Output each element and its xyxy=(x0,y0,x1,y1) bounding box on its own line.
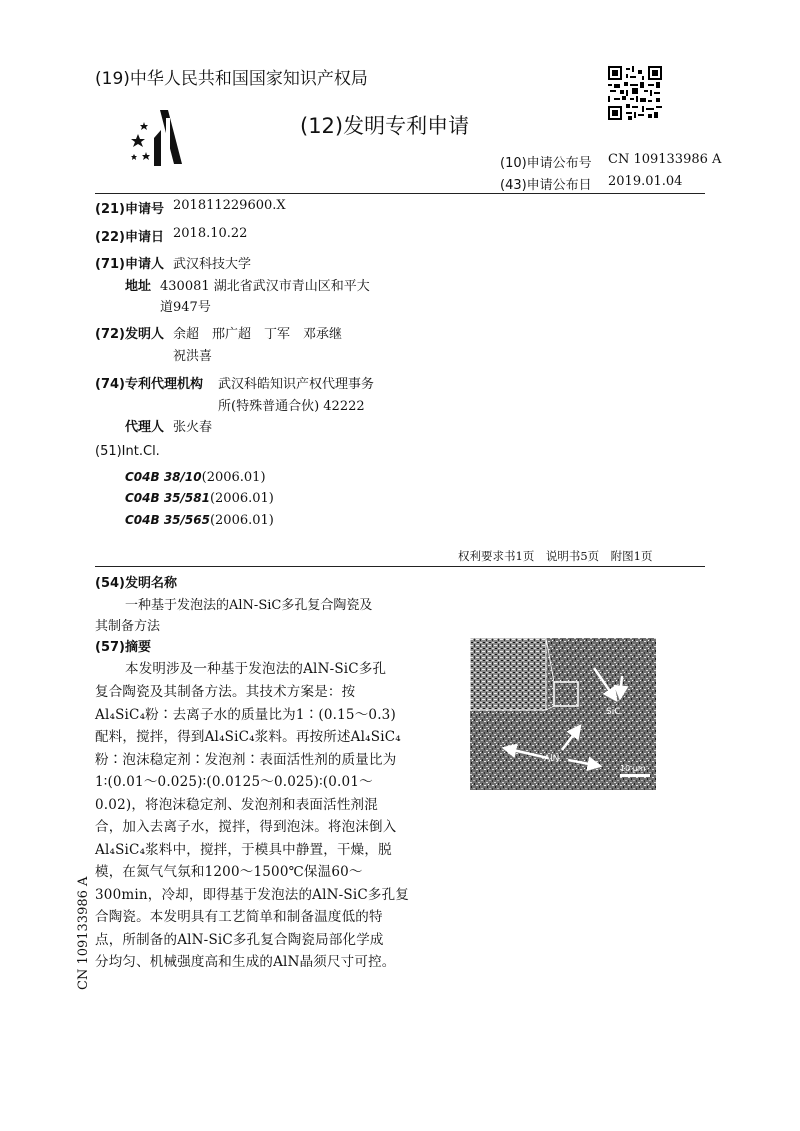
side-publication-code: CN 109133986 A xyxy=(76,876,91,990)
address-line2: 道947号 xyxy=(160,300,211,315)
applicant-label: (71)申请人 xyxy=(95,257,164,272)
abstract-line: 300min，冷却，即得基于发泡法的AlN-SiC多孔复 xyxy=(95,887,410,903)
abstract-label: (57)摘要 xyxy=(95,640,151,655)
ipc-code: C04B 35/581 xyxy=(125,491,210,505)
abstract-line: 0.02)，将泡沫稳定剂、发泡剂和表面活性剂混 xyxy=(95,797,378,813)
abstract-line: 复合陶瓷及其制备方法。其技术方案是：按 xyxy=(95,684,356,700)
agency-line2: 所(特殊普通合伙) 42222 xyxy=(218,399,365,414)
app-date: 2018.10.22 xyxy=(173,226,248,241)
abstract-line: 1∶(0.01～0.025)∶(0.0125～0.025)∶(0.01～ xyxy=(95,774,373,790)
address-line1: 430081 湖北省武汉市青山区和平大 xyxy=(160,279,370,294)
abstract-line: 合陶瓷。本发明具有工艺简单和制备温度低的特 xyxy=(95,909,383,925)
ipc-row xyxy=(125,509,274,528)
ipc-row xyxy=(125,487,274,506)
inventors-line2: 祝洪喜 xyxy=(173,349,213,364)
abstract-line: Al₄SiC₄粉∶去离子水的质量比为1∶(0.15～0.3) xyxy=(95,707,396,723)
qr-code-icon xyxy=(608,66,662,120)
address-label: 地址 xyxy=(125,279,152,294)
agency-label: (74)专利代理机构 xyxy=(95,377,203,392)
abstract-line: 模，在氮气气氛和1200～1500℃保温60～ xyxy=(95,864,363,880)
page-counts: 权利要求书1页 说明书5页 附图1页 xyxy=(458,549,653,563)
scale-bar-label: 10 μm xyxy=(620,764,646,773)
ipc-version: (2006.01) xyxy=(209,491,274,506)
pub-no-label: (10)申请公布号 xyxy=(500,156,592,171)
agency-line1: 武汉科皓知识产权代理事务 xyxy=(218,377,375,392)
invention-title-line2: 其制备方法 xyxy=(95,619,161,634)
sic-label: SiC xyxy=(606,707,621,717)
sem-micrograph-figure xyxy=(470,638,656,790)
agent-label: 代理人 xyxy=(125,420,165,435)
abstract-line: 配料，搅拌，得到Al₄SiC₄浆料。再按所述Al₄SiC₄ xyxy=(95,729,401,745)
pub-date: 2019.01.04 xyxy=(608,174,683,189)
invention-title-label: (54)发明名称 xyxy=(95,576,177,591)
ipc-code: C04B 38/10 xyxy=(125,470,202,484)
ipc-version: (2006.01) xyxy=(201,470,266,485)
app-date-label: (22)申请日 xyxy=(95,230,164,245)
office-name: (19)中华人民共和国国家知识产权局 xyxy=(95,69,368,89)
ipc-code: C04B 35/565 xyxy=(125,513,210,527)
abstract-line: 粉∶泡沫稳定剂∶发泡剂∶表面活性剂的质量比为 xyxy=(95,752,397,768)
pub-date-label: (43)申请公布日 xyxy=(500,178,592,193)
ipc-row xyxy=(125,466,266,485)
inventors-line1: 余超 邢广超 丁军 邓承继 xyxy=(173,327,343,342)
abstract-line: 分均匀、机械强度高和生成的AlN晶须尺寸可控。 xyxy=(95,954,396,970)
abstract-line: Al₄SiC₄浆料中，搅拌，于模具中静置，干燥，脱 xyxy=(95,842,392,858)
aln-label: AlN xyxy=(544,754,560,764)
ipc-version: (2006.01) xyxy=(209,513,274,528)
doc-type-title: (12)发明专利申请 xyxy=(300,114,470,138)
agent: 张火春 xyxy=(173,420,213,435)
app-no-label: (21)申请号 xyxy=(95,202,164,217)
header-divider xyxy=(95,193,705,194)
abstract-line: 本发明涉及一种基于发泡法的AlN-SiC多孔 xyxy=(125,661,387,677)
applicant: 武汉科技大学 xyxy=(173,257,252,272)
intcl-label: (51)Int.Cl. xyxy=(95,444,160,459)
invention-title-line1: 一种基于发泡法的AlN-SiC多孔复合陶瓷及 xyxy=(125,598,373,613)
biblio-divider xyxy=(95,566,705,567)
app-no: 201811229600.X xyxy=(173,198,286,213)
abstract-line: 点，所制备的AlN-SiC多孔复合陶瓷局部化学成 xyxy=(95,932,384,948)
inventors-label: (72)发明人 xyxy=(95,327,164,342)
cnipa-emblem-icon xyxy=(130,108,192,168)
pub-no: CN 109133986 A xyxy=(608,152,722,167)
abstract-line: 合，加入去离子水，搅拌，得到泡沫。将泡沫倒入 xyxy=(95,819,397,835)
